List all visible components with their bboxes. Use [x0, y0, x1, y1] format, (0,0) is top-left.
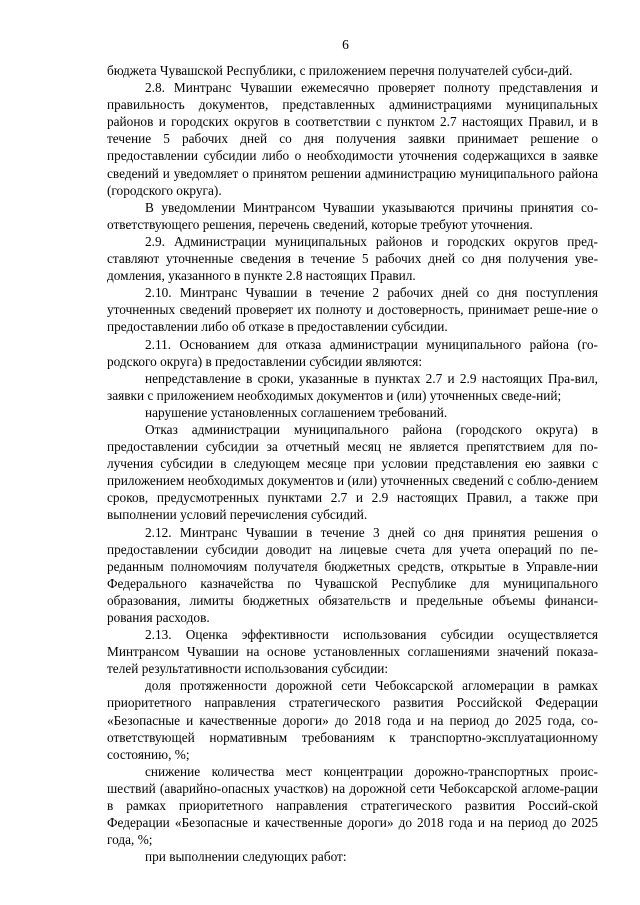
paragraph: нарушение установленных соглашением требований. — [145, 404, 448, 420]
paragraph: 2.9. Администрации муниципальных районов и городских округов пред-ставляют уточненные сведения в течение 5 рабочих дней со дня получения уве-домления, указанного в пункте 2.8 настоящих Правил. — [107, 233, 598, 284]
document-body — [107, 62, 598, 865]
paragraph: 2.8. Минтранс Чувашии ежемесячно проверяет полноту представления и правильность документов, представленных администрациями муниципальных районов и городских округов в соответствии с пунктом 2.7 настоящих Правил, и в течение 5 рабочих дней со дня получения заявки принимает решение о предоставлении субсидии либо о необходимости уточнения содержащихся в заявке сведений и уведомляет о принятом решении администрацию муниципального района (городского округа). — [107, 80, 598, 198]
paragraph: В уведомлении Минтрансом Чувашии указываются причины принятия со-ответствующего решения, перечень сведений, которые требуют уточнения. — [107, 199, 598, 232]
paragraph: Отказ администрации муниципального района (городского округа) в предоставлении субсидии за отчетный месяц не является препятствием для по-лучения субсидии в следующем месяце при условии представления ею заявки с приложением необходимых документов и (или) уточненных сведений с соблю-дением сроков, предусмотренных пунктами 2.7 и 2.9 настоящих Правил, а также при выполнении условий перечисления субсидий. — [107, 421, 598, 523]
paragraph: снижение количества мест концентрации дорожно-транспортных проис-шествий (аварийно-опасных участков) на дорожной сети Чебоксарской агломе-рации в рамках приоритетного направления стратегического развития Россий-ской Федерации «Безопасные и качественные дороги» до 2018 года и на период до 2025 года, %; — [107, 763, 598, 848]
paragraph: непредставление в сроки, указанные в пунктах 2.7 и 2.9 настоящих Пра-вил, заявки с приложением необходимых документов и (или) уточненных сведе-ний; — [107, 370, 598, 403]
paragraph: бюджета Чувашской Республики, с приложением перечня получателей субси-дий. — [107, 63, 573, 78]
paragraph: при выполнении следующих работ: — [145, 849, 347, 865]
paragraph: доля протяженности дорожной сети Чебоксарской агломерации в рамках приоритетного направления стратегического развития Российской Федерации «Безопасные и качественные дороги» до 2018 года и на период до 2025 года, со-ответствующей нормативным требованиям к транспортно-эксплуатационному состоянию, %; — [107, 678, 598, 762]
page-number: 6 — [342, 37, 349, 52]
paragraph: 2.12. Минтранс Чувашии в течение 3 дней со дня принятия решения о предоставлении субсидии доводит на лицевые счета для учета операций по пе-реданным полномочиям получателя бюджетных средств, открытые в Управле-нии Федерального казначейства по Чувашской Республике для муниципального образования, лимиты бюджетных обязательств и предельные объемы финанси-рования расходов. — [107, 524, 598, 625]
paragraph: 2.13. Оценка эффективности использования субсидии осуществляется Минтрансом Чувашии на основе установленных соглашениями значений показа-телей результативности использования субсидии: — [107, 627, 598, 677]
paragraph: 2.11. Основанием для отказа администрации муниципального района (го-родского округа) в предоставлении субсидии являются: — [107, 336, 598, 369]
paragraph: 2.10. Минтранс Чувашии в течение 2 рабочих дней со дня поступления уточненных сведений проверяет их полноту и достоверность, принимает реше-ние о предоставлении либо об отказе в предоставлении субсидии. — [107, 285, 598, 335]
